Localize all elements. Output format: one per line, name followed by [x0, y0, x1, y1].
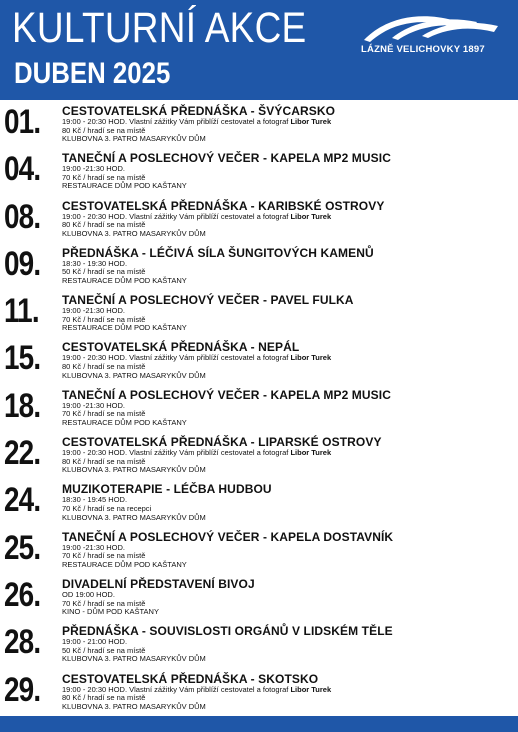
event-list	[0, 104, 518, 719]
event-price: 50 Kč / hradí se na místě	[62, 267, 146, 277]
event-price: 70 Kč / hradí se na recepci	[62, 503, 152, 513]
event-info	[62, 436, 514, 475]
event-time-text: 19:00 - 20:30 HOD. Vlastní zážitky Vám přiblíží cestovatel a fotograf	[62, 211, 291, 221]
event-info	[62, 247, 514, 286]
event-price: 70 Kč / hradí se na místě	[62, 551, 146, 561]
event-venue: KLUBOVNA 3. PATRO MASARYKŮV DŮM	[62, 512, 206, 522]
event-venue: KLUBOVNA 3. PATRO MASARYKŮV DŮM	[62, 370, 206, 380]
event-venue: KLUBOVNA 3. PATRO MASARYKŮV DŮM	[62, 701, 206, 711]
event-presenter: Libor Turek	[290, 448, 332, 458]
event-item	[0, 435, 518, 482]
event-day: 01.	[4, 103, 41, 141]
event-title: CESTOVATELSKÁ PŘEDNÁŠKA - SKOTSKO	[62, 671, 319, 686]
event-item	[0, 104, 518, 151]
event-info	[62, 105, 514, 144]
event-venue: RESTAURACE DŮM POD KAŠTANY	[62, 276, 187, 286]
event-venue: RESTAURACE DŮM POD KAŠTANY	[62, 417, 187, 427]
event-venue: KLUBOVNA 3. PATRO MASARYKŮV DŮM	[62, 228, 206, 238]
event-venue: KINO - DŮM POD KAŠTANY	[62, 607, 159, 617]
event-day: 08.	[4, 197, 41, 236]
event-price: 80 Kč / hradí se na místě	[62, 693, 146, 703]
event-item	[0, 151, 518, 198]
event-title: MUZIKOTERAPIE - LÉČBA HUDBOU	[62, 482, 272, 497]
event-info	[62, 673, 514, 712]
event-day: 25.	[4, 528, 41, 567]
event-time-text: 19:00 -21:30 HOD.	[62, 400, 125, 410]
event-item	[0, 199, 518, 246]
event-venue: KLUBOVNA 3. PATRO MASARYKŮV DŮM	[62, 134, 206, 144]
event-title: CESTOVATELSKÁ PŘEDNÁŠKA - ŠVÝCARSKO	[62, 104, 336, 118]
event-price: 80 Kč / hradí se na místě	[62, 220, 146, 230]
event-item	[0, 340, 518, 387]
event-time-text: 19:00 - 20:30 HOD. Vlastní zážitky Vám přiblíží cestovatel a fotograf	[62, 448, 291, 458]
event-day: 18.	[4, 386, 41, 425]
event-info	[62, 625, 514, 664]
event-day: 09.	[4, 244, 41, 283]
event-time-text: 19:00 -21:30 HOD.	[62, 542, 125, 552]
event-item	[0, 530, 518, 577]
event-time-text: 18:30 - 19:45 HOD.	[62, 495, 128, 505]
event-info	[62, 483, 514, 522]
event-price: 80 Kč / hradí se na místě	[62, 125, 146, 135]
event-venue: KLUBOVNA 3. PATRO MASARYKŮV DŮM	[62, 654, 206, 664]
event-price: 70 Kč / hradí se na místě	[62, 172, 146, 182]
event-info	[62, 531, 514, 570]
event-item	[0, 246, 518, 293]
event-day: 04.	[4, 150, 41, 189]
event-price: 70 Kč / hradí se na místě	[62, 598, 146, 608]
event-title: TANEČNÍ A POSLECHOVÝ VEČER - KAPELA DOSTAVNÍK	[62, 529, 394, 544]
event-day: 26.	[4, 575, 41, 614]
event-day: 11.	[4, 292, 39, 331]
event-item	[0, 293, 518, 340]
event-day: 24.	[4, 481, 41, 520]
event-price: 80 Kč / hradí se na místě	[62, 362, 146, 372]
event-title: CESTOVATELSKÁ PŘEDNÁŠKA - KARIBSKÉ OSTROVY	[62, 198, 385, 213]
event-venue: RESTAURACE DŮM POD KAŠTANY	[62, 559, 187, 569]
event-venue: KLUBOVNA 3. PATRO MASARYKŮV DŮM	[62, 465, 206, 475]
event-info	[62, 578, 514, 617]
event-price: 70 Kč / hradí se na místě	[62, 314, 146, 324]
event-price: 80 Kč / hradí se na místě	[62, 456, 146, 466]
event-title: CESTOVATELSKÁ PŘEDNÁŠKA - NEPÁL	[62, 340, 300, 355]
event-item	[0, 672, 518, 719]
event-venue: RESTAURACE DŮM POD KAŠTANY	[62, 181, 187, 191]
event-time-text: OD 19:00 HOD.	[62, 589, 115, 599]
event-day: 28.	[4, 623, 41, 662]
event-venue: RESTAURACE DŮM POD KAŠTANY	[62, 323, 187, 333]
event-title: TANEČNÍ A POSLECHOVÝ VEČER - KAPELA MP2 MUSIC	[62, 151, 391, 166]
page-subtitle: DUBEN 2025	[14, 57, 171, 90]
event-time-text: 19:00 - 20:30 HOD. Vlastní zážitky Vám přiblíží cestovatel a fotograf	[62, 684, 291, 694]
event-time-text: 19:00 -21:30 HOD.	[62, 306, 125, 316]
event-time-text: 19:00 - 20:30 HOD. Vlastní zážitky Vám přiblíží cestovatel a fotograf	[62, 353, 291, 363]
event-presenter: Libor Turek	[290, 117, 332, 126]
event-title: CESTOVATELSKÁ PŘEDNÁŠKA - LIPARSKÉ OSTROVY	[62, 435, 382, 450]
event-item	[0, 577, 518, 624]
event-time-text: 19:00 -21:30 HOD.	[62, 164, 125, 174]
event-info	[62, 152, 514, 191]
event-presenter: Libor Turek	[290, 211, 332, 221]
event-info	[62, 200, 514, 239]
event-time-text: 18:30 - 19:30 HOD.	[62, 258, 128, 268]
logo-text: LÁZNĚ VELICHOVKY 1897	[361, 44, 485, 55]
event-info	[62, 294, 514, 333]
event-title: PŘEDNÁŠKA - LÉČIVÁ SÍLA ŠUNGITOVÝCH KAMENŮ	[62, 245, 374, 260]
page-title: KULTURNÍ AKCE	[12, 4, 307, 52]
event-time-text: 19:00 - 20:30 HOD. Vlastní zážitky Vám přiblíží cestovatel a fotograf	[62, 117, 291, 126]
event-title: TANEČNÍ A POSLECHOVÝ VEČER - KAPELA MP2 MUSIC	[62, 387, 391, 402]
event-item	[0, 624, 518, 671]
event-item	[0, 388, 518, 435]
event-price: 50 Kč / hradí se na místě	[62, 645, 146, 655]
event-title: TANEČNÍ A POSLECHOVÝ VEČER - PAVEL FULKA	[62, 293, 354, 308]
event-title: DIVADELNÍ PŘEDSTAVENÍ BIVOJ	[62, 576, 255, 591]
event-presenter: Libor Turek	[290, 684, 332, 694]
event-info	[62, 389, 514, 428]
event-info	[62, 341, 514, 380]
event-day: 29.	[4, 670, 41, 709]
footer-bar	[0, 716, 518, 732]
event-presenter: Libor Turek	[290, 353, 332, 363]
header-banner	[0, 0, 518, 100]
event-price: 70 Kč / hradí se na místě	[62, 409, 146, 419]
event-time-text: 19:00 - 21:00 HOD.	[62, 637, 128, 647]
event-day: 15.	[4, 339, 41, 378]
event-day: 22.	[4, 434, 41, 473]
event-title: PŘEDNÁŠKA - SOUVISLOSTI ORGÁNŮ V LIDSKÉM TĚLE	[62, 624, 393, 639]
event-item	[0, 482, 518, 529]
